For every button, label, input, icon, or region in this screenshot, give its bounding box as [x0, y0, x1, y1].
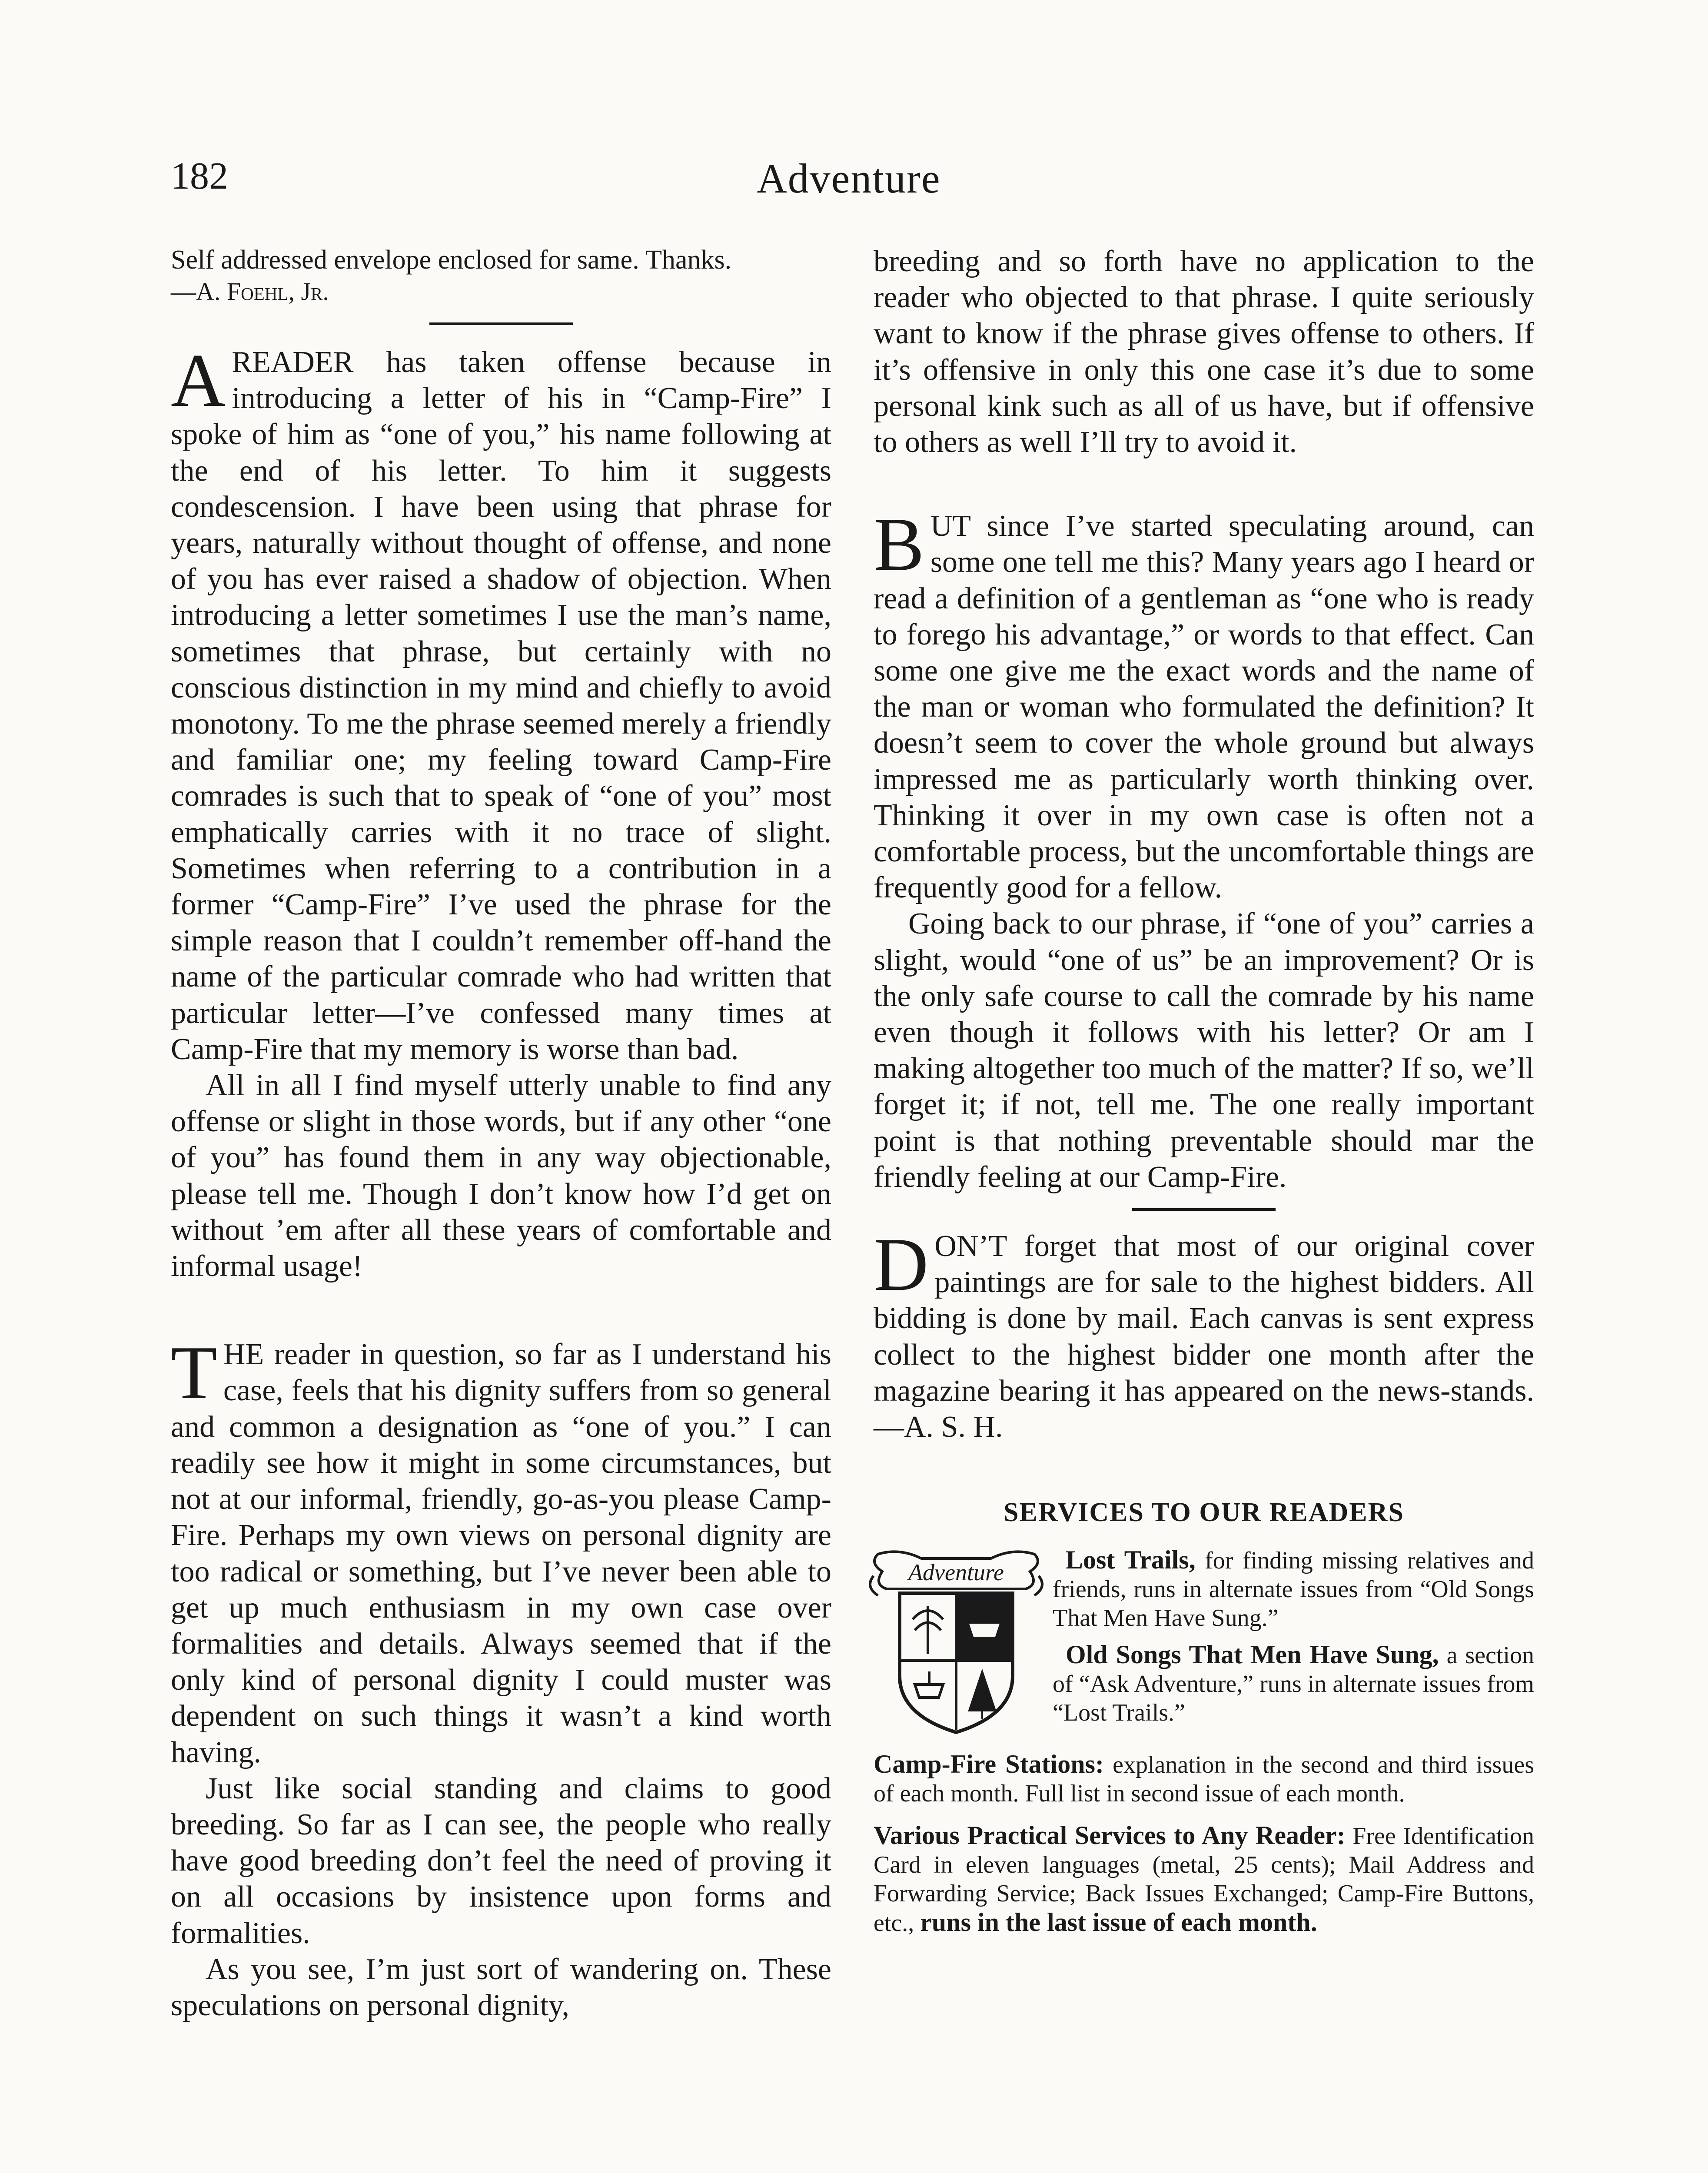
running-title: Adventure	[757, 155, 941, 202]
right-column	[874, 243, 1534, 1937]
paragraph: READER has taken offense because in introducing a letter of his in “Camp-Fire” I spoke of him as “one of you,” his name following at the end of his letter. To him it suggests condescension. I have been using that phrase for years, naturally without thought of offense, and none of you has ever raised a shadow of objection. When introducing a letter sometimes I use the man’s name, sometimes that phrase, but certainly with no conscious distinction in my mind and chiefly to avoid monotony. To me the phrase seemed merely a friendly and familiar one; my feeling toward Camp-Fire comrades is such that to speak of “one of you” most emphatically carries with it no trace of slight. Sometimes when referring to a contribution in a former “Camp-Fire” I’ve used the phrase for the simple reason that I couldn’t remember off-hand the name of the particular comrade who had written that particular letter—I’ve confessed many times at Camp-Fire that my memory is worse than bad.	[171, 346, 831, 1066]
paragraph: Just like social standing and claims to good breeding. So far as I can see, the people who really have good breeding don’t feel the need of proving it on all occasions by insistence upon forms and formalities.	[171, 1771, 831, 1950]
service-label: Old Songs That Men Have Sung,	[1066, 1640, 1439, 1669]
dropcap-d: D	[874, 1222, 929, 1307]
intro-signature: —A. Foehl, Jr.	[171, 277, 329, 306]
service-label: Camp-Fire Stations:	[874, 1750, 1104, 1779]
left-column	[171, 243, 831, 2023]
paragraph: UT since I’ve started speculating around, can some one tell me this? Many years ago I heard or read a definition of a gentleman as “one who is ready to forego his advantage,” or words to that effect. Can some one give me the exact words and the name of the man or woman who formulated the definition? It doesn’t seem to cover the whole ground but always impressed me as particularly worth thinking over. Thinking it over in my own case is often not a comfortable process, but the uncomfortable things are frequently good for a fellow.	[874, 509, 1534, 905]
dropcap-b: B	[874, 502, 924, 587]
dropcap-a: A	[171, 338, 226, 422]
section-gentleman-definition	[874, 502, 1534, 1195]
service-label: runs in the last issue of each month.	[920, 1908, 1317, 1937]
service-label: Various Practical Services to Any Reader:	[874, 1821, 1346, 1850]
page-header	[171, 154, 1527, 211]
service-practical: Various Practical Services to Any Reader: Free Identification Card in eleven languages (metal, 25 cents); Mail Address and Forwarding Service; Back Issues Exchanged; Camp-Fire Buttons, etc., runs in the last issue of each month.	[874, 1821, 1534, 1937]
section-reader-offense	[171, 338, 831, 1284]
adventure-emblem-icon	[865, 1545, 1047, 1737]
paragraph: ON’T forget that most of our original cover paintings are for sale to the highest bidders. All bidding is done by mail. Each canvas is sent express collect to the highest bidder one month after the magazine bearing it has appeared on the news-stands.—A. S. H.	[874, 1229, 1534, 1444]
service-old-songs: Old Songs That Men Have Sung, a section of “Ask Adventure,” runs in alternate issues from “Lost Trails.”	[1053, 1640, 1534, 1727]
paragraph: As you see, I’m just sort of wandering on. These speculations on personal dignity,	[171, 1952, 831, 2022]
paragraph: Going back to our phrase, if “one of you” carries a slight, would “one of us” be an improvement? Or is the only safe course to call the comrade by his name even though it follows with his letter? Or am I making altogether too much of the matter? If so, we’ll forget it; if not, tell me. The one really important point is that nothing preventable should mar the friendly feeling at our Camp-Fire.	[874, 907, 1534, 1194]
intro-line: Self addressed envelope enclosed for same. Thanks.	[171, 245, 732, 275]
service-label: Lost Trails,	[1066, 1545, 1196, 1575]
paragraph: breeding and so forth have no application to the reader who objected to that phrase. I quite seriously want to know if the phrase gives offense to others. If it’s offensive in only this one case it’s due to some personal kink such as all of us have, but if offensive to others as well I’ll try to avoid it.	[874, 245, 1534, 459]
section-cover-paintings	[874, 1222, 1534, 1445]
emblem-lettering: Adventure	[908, 1559, 1004, 1586]
service-camp-fire-stations: Camp-Fire Stations: explanation in the second and third issues of each month. Full list in second issue of each month.	[874, 1750, 1534, 1808]
page-number: 182	[171, 155, 228, 197]
section-reader-dignity	[171, 1330, 831, 2023]
services-title: SERVICES TO OUR READERS	[1004, 1498, 1404, 1528]
dropcap-t: T	[171, 1330, 217, 1415]
service-lost-trails: Lost Trails, for finding missing relatives and friends, runs in alternate issues from “Old Songs That Men Have Sung.”	[1053, 1545, 1534, 1632]
paragraph: All in all I find myself utterly unable to find any offense or slight in those words, but if any other “one of you” has found them in any way objectionable, please tell me. Though I don’t know how I’d get on without ’em after all these years of comfortable and informal usage!	[171, 1069, 831, 1283]
paragraph: HE reader in question, so far as I understand his case, feels that his dignity suffers from so general and common a designation as “one of you.” I can readily see how it might in some circumstances, but not at our informal, friendly, go-as-you please Camp-Fire. Perhaps my own views on personal dignity are too radical or something, but I’ve never been able to get up much enthusiasm in my own case over formalities and details. Always seemed that if the only kind of personal dignity I could muster was dependent on such things it wasn’t a kind worth having.	[171, 1338, 831, 1769]
services-box	[874, 1497, 1534, 1937]
